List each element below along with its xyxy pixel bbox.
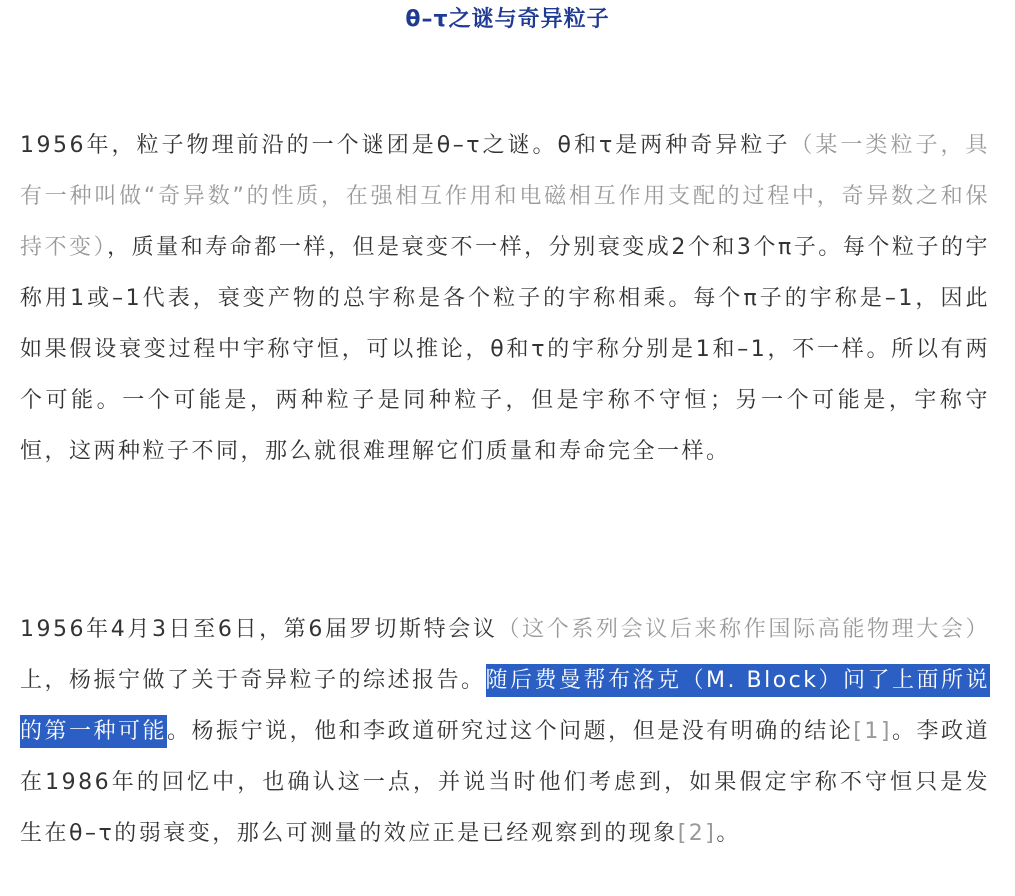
paragraph-text: 。李政道在1986年的回忆中，也确认这一点，并说当时他们考虑到，如果假定宇称不守恒只是发生在θ–τ的弱衰变，那么可测量的效应正是已经观察到的现象 bbox=[20, 719, 990, 846]
reference-link-2[interactable]: [2] bbox=[677, 821, 717, 846]
paragraph-text: 上，杨振宁做了关于奇异粒子的综述报告。 bbox=[20, 668, 486, 693]
text-selection-highlight[interactable]: 随后费曼帮布洛克（M. Block）问了上面所说的第一种可能 bbox=[20, 664, 990, 748]
paragraph-theta-tau bbox=[20, 120, 990, 477]
paragraph-text: 1956年，粒子物理前沿的一个谜团是θ–τ之谜。θ和τ是两种奇异粒子 bbox=[20, 133, 791, 158]
paragraph-text: 。 bbox=[716, 821, 741, 846]
paragraph-text: 1956年4月3日至6日，第6届罗切斯特会议 bbox=[20, 617, 498, 642]
reference-link-1[interactable]: [1] bbox=[853, 719, 892, 744]
article-title: θ–τ之谜与奇异粒子 bbox=[405, 7, 610, 32]
aside-note: （这个系列会议后来称作国际高能物理大会） bbox=[497, 617, 990, 642]
paragraph-text: 。杨振宁说，他和李政道研究过这个问题，但是没有明确的结论 bbox=[167, 719, 854, 744]
paragraph-text: ，质量和寿命都一样，但是衰变不一样，分别衰变成2个和3个π子。每个粒子的宇称用1或–1代表，衰变产物的总宇称是各个粒子的宇称相乘。每个π子的宇称是–1，因此如果假设衰变过程中宇称守恒，可以推论，θ和τ的宇称分别是1和–1，不一样。所以有两个可能。一个可能是，两种粒子是同种粒子，但是宇称不守恒；另一个可能是，宇称守恒，这两种粒子不同，那么就很难理解它们质量和寿命完全一样。 bbox=[20, 235, 990, 464]
aside-note: （某一类粒子，具有一种叫做“奇异数”的性质，在强相互作用和电磁相互作用支配的过程中，奇异数之和保持不变） bbox=[20, 133, 990, 260]
paragraph-rochester-conference bbox=[20, 604, 990, 859]
